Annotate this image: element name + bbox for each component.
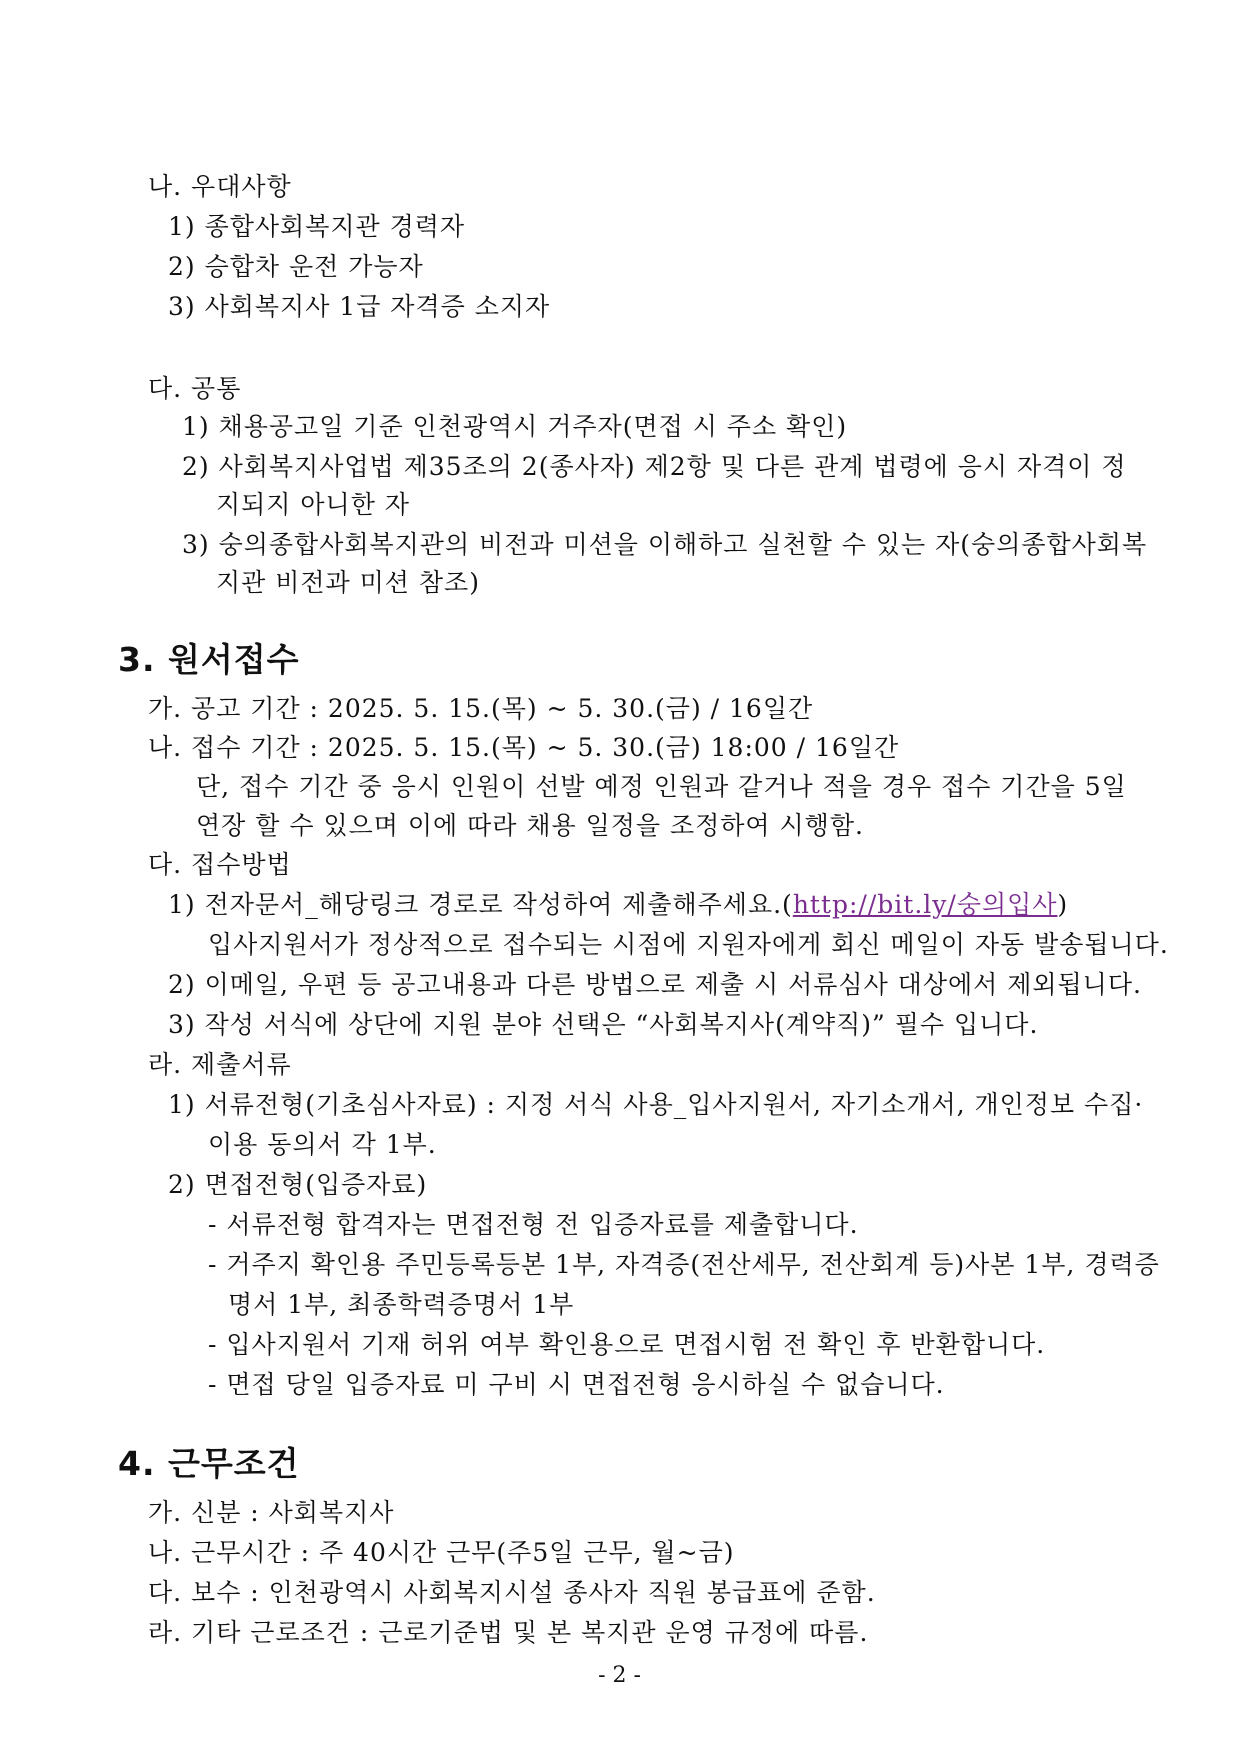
common-title: 다. 공통 — [148, 374, 242, 403]
interview-bullet-4: - 면접 당일 입증자료 미 구비 시 면접전형 응시하실 수 없습니다. — [208, 1370, 945, 1399]
preference-title: 나. 우대사항 — [148, 172, 292, 201]
application-link[interactable]: http://bit.ly/숭의입사 — [792, 890, 1058, 919]
work-hours: 나. 근무시간 : 주 40시간 근무(주5일 근무, 월~금) — [148, 1538, 735, 1567]
common-item-3-line-1: 3) 숭의종합사회복지관의 비전과 미션을 이해하고 실천할 수 있는 자(숭의종합사회복 — [182, 530, 1148, 559]
method-item-1-text: 1) 전자문서_해당링크 경로로 작성하여 제출해주세요.( — [168, 890, 793, 919]
interview-bullet-3: - 입사지원서 기재 허위 여부 확인용으로 면접시험 전 확인 후 반환합니다. — [208, 1330, 1046, 1359]
application-note-line-2: 연장 할 수 있으며 이에 따라 채용 일정을 조정하여 시행함. — [196, 811, 864, 840]
documents-item-1-line-2: 이용 동의서 각 1부. — [208, 1130, 437, 1159]
preference-item-1: 1) 종합사회복지관 경력자 — [168, 212, 466, 241]
preference-item-3: 3) 사회복지사 1급 자격증 소지자 — [168, 292, 551, 321]
method-item-1 — [168, 890, 1068, 920]
method-item-2: 2) 이메일, 우편 등 공고내용과 다른 방법으로 제출 시 서류심사 대상에서 제외됩니다. — [168, 970, 1142, 999]
section-3-heading: 3. 원서접수 — [118, 640, 300, 679]
documents-item-1-line-1: 1) 서류전형(기초심사자료) : 지정 서식 사용_입사지원서, 자기소개서, 개인정보 수집· — [168, 1090, 1144, 1119]
documents-item-2: 2) 면접전형(입증자료) — [168, 1170, 428, 1199]
application-note-line-1: 단, 접수 기간 중 응시 인원이 선발 예정 인원과 같거나 적을 경우 접수 기간을 5일 — [196, 772, 1127, 801]
page-number: - 2 - — [598, 1663, 641, 1688]
section-4-heading: 4. 근무조건 — [118, 1444, 300, 1483]
application-period: 나. 접수 기간 : 2025. 5. 15.(목) ~ 5. 30.(금) 18:00 / 16일간 — [148, 733, 900, 762]
method-item-1-close: ) — [1057, 890, 1069, 919]
notice-period: 가. 공고 기간 : 2025. 5. 15.(목) ~ 5. 30.(금) / 16일간 — [148, 694, 814, 723]
common-item-2-line-1: 2) 사회복지사업법 제35조의 2(종사자) 제2항 및 다른 관계 법령에 응시 자격이 정 — [182, 452, 1127, 481]
work-pay: 다. 보수 : 인천광역시 사회복지시설 종사자 직원 봉급표에 준함. — [148, 1578, 876, 1607]
documents-title: 라. 제출서류 — [148, 1050, 292, 1079]
method-item-3: 3) 작성 서식에 상단에 지원 분야 선택은 “사회복지사(계약직)” 필수 입니다. — [168, 1010, 1039, 1039]
application-method-title: 다. 접수방법 — [148, 850, 292, 879]
preference-item-2: 2) 승합차 운전 가능자 — [168, 252, 424, 281]
work-other-conditions: 라. 기타 근로조건 : 근로기준법 및 본 복지관 운영 규정에 따름. — [148, 1618, 869, 1647]
work-status: 가. 신분 : 사회복지사 — [148, 1498, 395, 1527]
interview-bullet-1: - 서류전형 합격자는 면접전형 전 입증자료를 제출합니다. — [208, 1210, 859, 1239]
common-item-3-line-2: 지관 비전과 미션 참조) — [216, 568, 480, 597]
interview-bullet-2-line-1: - 거주지 확인용 주민등록등본 1부, 자격증(전산세무, 전산회계 등)사본 1부, 경력증 — [208, 1250, 1160, 1279]
common-item-2-line-2: 지되지 아니한 자 — [216, 490, 410, 519]
common-item-1: 1) 채용공고일 기준 인천광역시 거주자(면접 시 주소 확인) — [182, 412, 848, 441]
interview-bullet-2-line-2: 명서 1부, 최종학력증명서 1부 — [228, 1290, 575, 1319]
method-item-1-line-2: 입사지원서가 정상적으로 접수되는 시점에 지원자에게 회신 메일이 자동 발송됩니다. — [208, 930, 1169, 959]
